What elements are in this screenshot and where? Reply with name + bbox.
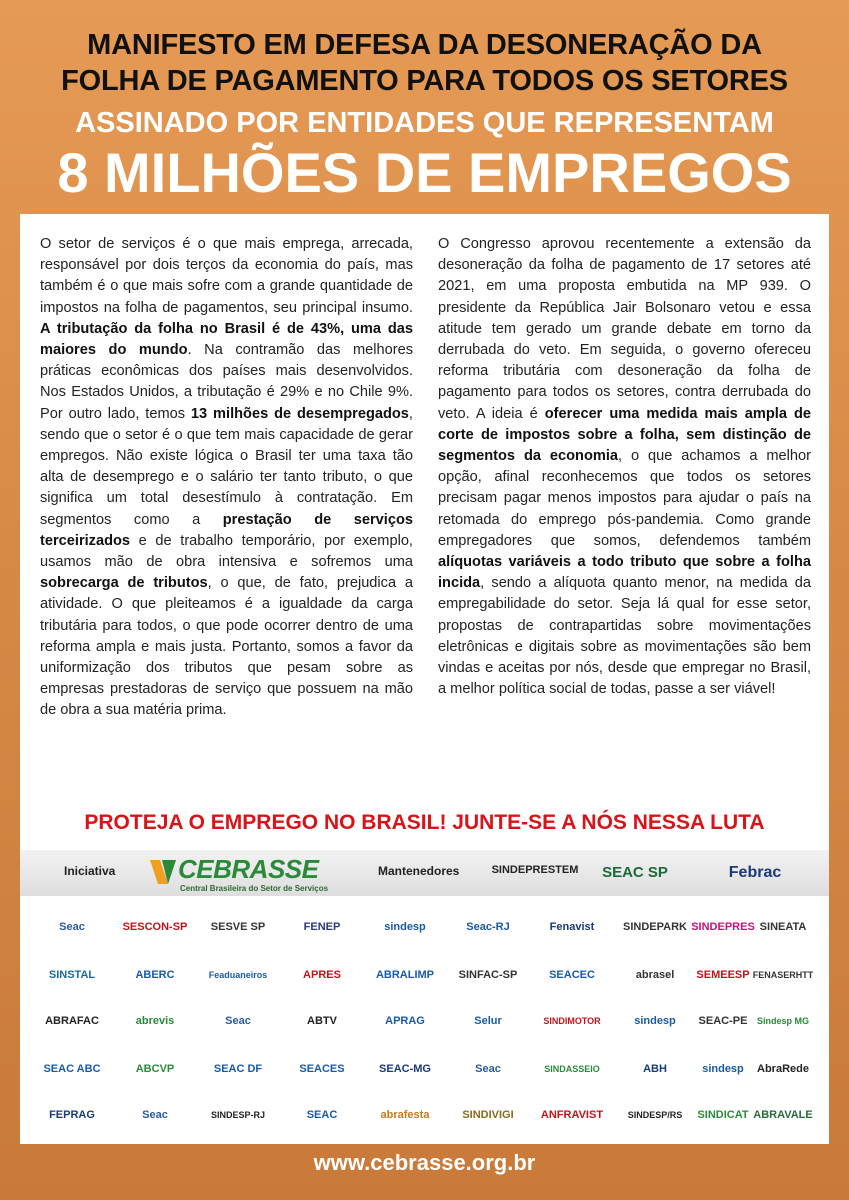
sponsor-logo[interactable]: SINDEPRESTEM bbox=[491, 864, 579, 876]
member-logo[interactable]: ABTV bbox=[307, 1015, 337, 1027]
member-logo[interactable]: SESCON-SP bbox=[122, 921, 188, 933]
mantenedores-label: Mantenedores bbox=[378, 864, 460, 878]
sponsor-logo[interactable]: SEAC SP bbox=[602, 864, 668, 881]
header bbox=[0, 0, 849, 212]
cebrasse-name: CEBRASSE bbox=[178, 854, 319, 884]
member-logo[interactable]: FENEP bbox=[303, 921, 341, 933]
member-logo[interactable]: SINDEPARK bbox=[623, 921, 687, 933]
bold-text-segment: A tributação da folha no Brasil é de 43%, uma das maiores do mundo bbox=[40, 320, 413, 359]
member-logo[interactable]: sindesp bbox=[702, 1063, 744, 1075]
member-logo[interactable]: ABRALIMP bbox=[375, 969, 435, 981]
content-panel bbox=[20, 214, 829, 1144]
member-logo[interactable]: SEACES bbox=[299, 1063, 345, 1075]
member-logo[interactable]: Seac bbox=[59, 921, 85, 933]
bold-text-segment: prestação de serviços terceirizados bbox=[40, 511, 413, 549]
member-logos-grid bbox=[20, 906, 829, 1138]
text-segment: . Na contramão das melhores práticas econômicas dos países mais desenvolvidos. Nos Estados Unidos, a tributação é 29% e no Chile 9%. Por outro lado, temos bbox=[40, 342, 414, 422]
member-logo[interactable]: abrafesta bbox=[380, 1109, 430, 1121]
text-segment: e de trabalho temporário, por exemplo, usamos mão de obra intensiva e sofremos uma bbox=[40, 532, 413, 571]
member-logo[interactable]: SEMEESP bbox=[696, 969, 750, 981]
title-line-1: MANIFESTO EM DEFESA DA DESONERAÇÃO DA bbox=[87, 29, 762, 61]
member-logo[interactable]: sindesp bbox=[634, 1015, 676, 1027]
member-logo[interactable]: APRES bbox=[303, 969, 341, 981]
member-logo[interactable]: FENASERHTT bbox=[752, 970, 814, 980]
member-logo[interactable]: FEPRAG bbox=[49, 1109, 95, 1121]
headline: 8 MILHÕES DE EMPREGOS bbox=[57, 141, 792, 204]
member-logo[interactable]: abrevis bbox=[135, 1015, 175, 1027]
text-segment: , o que, de fato, prejudica a atividade. O que pleiteamos é a igualdade da carga tributária para todos, o que pode ocorrer dentro de uma reforma ampla e mais justa. Portanto, somos a favor da uniformização dos tributos que pesam sobre as empresas prestadoras de serviço que possuem na mão de obra a sua matéria prima. bbox=[40, 575, 413, 719]
member-logo[interactable]: SINDIVIGI bbox=[462, 1109, 514, 1121]
member-logo[interactable]: ABCVP bbox=[135, 1063, 175, 1075]
member-logo[interactable]: SEAC bbox=[306, 1109, 338, 1121]
text-segment: , o que achamos a melhor opção, afinal reconhecemos que todos os setores precisam pagar menos impostos para ajudar o país na retomada do emprego pós-pandemia. Como grande empregadores que somos, defendemos também bbox=[438, 448, 812, 549]
member-logo[interactable]: Sindesp MG bbox=[756, 1016, 809, 1026]
member-logo[interactable]: AbraRede bbox=[757, 1063, 809, 1075]
member-logo[interactable]: SINEATA bbox=[759, 921, 807, 933]
bold-text-segment: alíquotas variáveis a todo tributo que sobre a folha incida bbox=[438, 554, 811, 592]
website-url[interactable]: www.cebrasse.org.br bbox=[313, 1150, 536, 1175]
member-logo[interactable]: Seac bbox=[475, 1063, 501, 1075]
member-logo[interactable]: SINDIMOTOR bbox=[543, 1016, 601, 1026]
slogan: PROTEJA O EMPREGO NO BRASIL! JUNTE-SE A NÓS NESSA LUTA bbox=[84, 811, 765, 834]
left-column-text bbox=[40, 234, 413, 722]
member-logo[interactable]: Selur bbox=[474, 1015, 502, 1027]
member-logo[interactable]: SEAC ABC bbox=[43, 1063, 101, 1075]
cebrasse-mark-icon bbox=[150, 858, 176, 886]
member-logo[interactable]: SEAC DF bbox=[213, 1063, 263, 1075]
text-segment: O setor de serviços é o que mais emprega, arrecada, responsável por dois terços da economia do país, mas também é o que mais sofre com a grande quantidade de impostos na folha de pagamentos, seu principal insumo. bbox=[40, 236, 413, 316]
member-logo[interactable]: Feaduaneiros bbox=[208, 970, 268, 980]
member-logo[interactable]: Fenavist bbox=[549, 921, 595, 933]
member-logo[interactable]: SEACEC bbox=[549, 969, 595, 981]
member-logo[interactable]: SINDEPRES bbox=[691, 921, 755, 933]
member-logo[interactable]: ANFRAVIST bbox=[540, 1109, 604, 1121]
sponsor-logo[interactable]: Febrac bbox=[728, 864, 782, 881]
member-logo[interactable]: SINDESP/RS bbox=[627, 1110, 683, 1120]
member-logo[interactable]: ABRAVALE bbox=[753, 1109, 813, 1121]
bold-text-segment: oferecer uma medida mais ampla de corte de impostos sobre a folha, sem distinção de segmentos da economia bbox=[438, 405, 811, 465]
title-line-2: FOLHA DE PAGAMENTO PARA TODOS OS SETORES bbox=[61, 65, 788, 97]
text-segment: O Congresso aprovou recentemente a extensão da desoneração da folha de pagamento de 17 setores até 2021, em uma proposta embutida na MP 939. O presidente da República Jair Bolsonaro vetou e essa atitude tem gerado um grande debate em torno da derrubada do veto. Em seguida, o governo ofereceu reforma tributária com desoneração da folha de pagamento para todos os setores, contra derrubada do veto. A ideia é bbox=[438, 236, 811, 422]
member-logo[interactable]: SINFAC-SP bbox=[458, 969, 518, 981]
member-logo[interactable]: sindesp bbox=[384, 921, 426, 933]
member-logo[interactable]: ABRAFAC bbox=[45, 1015, 99, 1027]
cebrasse-subtitle: Central Brasileira do Setor de Serviços bbox=[180, 884, 329, 893]
bold-text-segment: sobrecarga de tributos bbox=[40, 575, 208, 592]
text-segment: , sendo a alíquota quanto menor, na medida da empregabilidade do setor. Seja lá qual for esse setor, propostas de contrapartidas sobre movimentações eletrônicas e digitais sobre as movimentações são bem vindas e aceitas por nós, desde que empregar no Brasil, a melhor política social de todas, passe a ser viável! bbox=[438, 575, 811, 698]
member-logo[interactable]: Seac bbox=[142, 1109, 168, 1121]
subtitle: ASSINADO POR ENTIDADES QUE REPRESENTAM bbox=[75, 107, 774, 139]
text-segment: , sendo que o setor é o que tem mais capacidade de gerar empregos. Não existe lógica o Brasil ter uma taxa tão alta de desemprego e o salário ter tanto tributo, o que significa um total desestímulo à contratação. Em segmentos como a bbox=[40, 405, 413, 528]
iniciativa-label: Iniciativa bbox=[64, 864, 116, 878]
member-logo[interactable]: SEAC-MG bbox=[379, 1063, 431, 1075]
sponsor-band bbox=[20, 850, 829, 896]
member-logo[interactable]: ABH bbox=[643, 1063, 667, 1075]
member-logo[interactable]: SEAC-PE bbox=[698, 1015, 748, 1027]
member-logo[interactable]: SINSTAL bbox=[48, 969, 96, 981]
member-logo[interactable]: Seac bbox=[225, 1015, 251, 1027]
member-logo[interactable]: APRAG bbox=[385, 1015, 425, 1027]
member-logo[interactable]: Seac-RJ bbox=[466, 921, 510, 933]
member-logo[interactable]: SESVE SP bbox=[210, 921, 266, 933]
member-logo[interactable]: SINDASSEIO bbox=[544, 1064, 600, 1074]
right-column-text bbox=[438, 234, 811, 700]
member-logo[interactable]: abrasel bbox=[635, 969, 675, 981]
bold-text-segment: 13 milhões de desempregados bbox=[190, 405, 409, 422]
member-logo[interactable]: SINDICAT bbox=[697, 1109, 749, 1121]
member-logo[interactable]: SINDESP-RJ bbox=[210, 1110, 265, 1120]
member-logo[interactable]: ABERC bbox=[135, 969, 175, 981]
